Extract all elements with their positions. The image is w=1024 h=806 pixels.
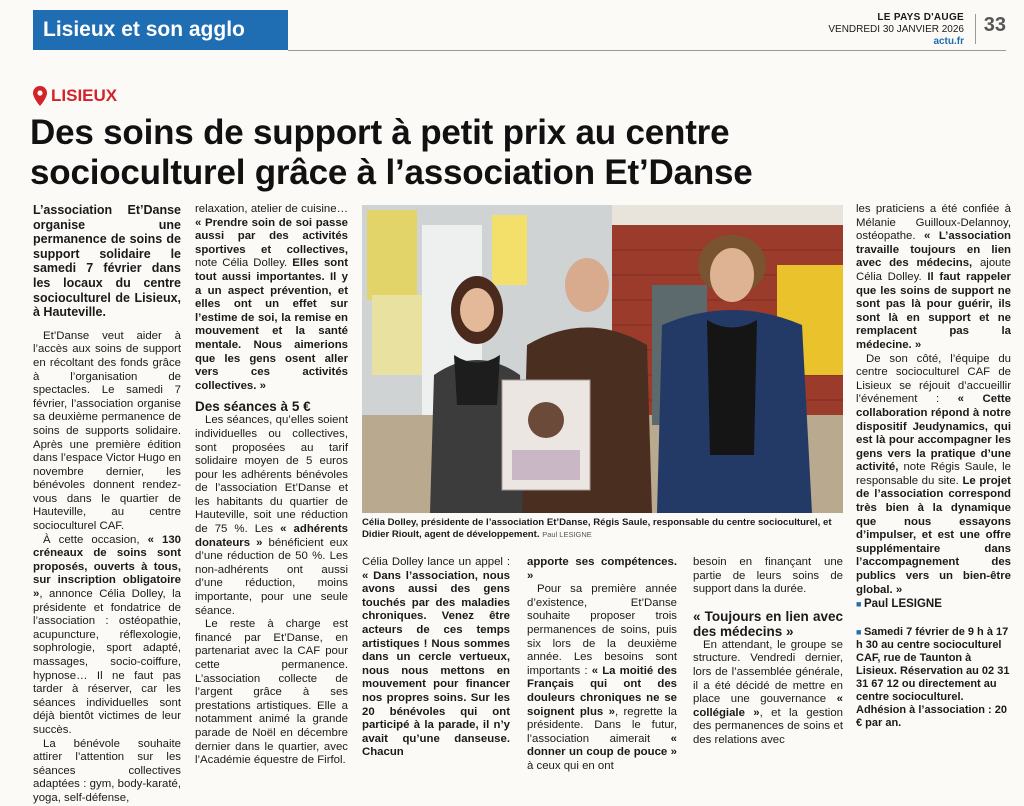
paragraph: apporte ses compétences. »: [527, 556, 677, 582]
masthead: [828, 12, 964, 48]
article-column-6: [856, 203, 1011, 597]
article-column-2: [195, 203, 348, 768]
article-column-5: [693, 556, 843, 748]
article-column-1: [33, 203, 181, 806]
paragraph: Le reste à charge est financé par Et’Danse, en partenariat avec la CAF pour cette permanence. L’association collecte de l’argent grâce à ses prestations artistiques. Elle a notamment animé la grande parade de Noël en décembre dernier dans le quartier, avec l’Académie équestre de Firfol.: [195, 618, 348, 767]
article-photo: [362, 205, 843, 513]
paragraph: À cette occasion, « 130 créneaux de soins sont proposés, ouverts à tous, sur inscription obligatoire », annonce Célia Dolley, la présidente et fondatrice de l’association : ostéopathie, acupuncture, réflexologie, sophrologie, sport adapté, massages, socio-coiffure, hypnose… Il ne faut pas tarder à réserver, car les séances individuelles sont déjà bientôt victimes de leur succès.: [33, 533, 181, 736]
info-text: Samedi 7 février de 9 h à 17 h 30 au centre socioculturel CAF, rue de Taunton à Lisieux. Réservation au 02 31 31 67 12 ou directement au centre socioculturel. Adhésion à l’association : 20 € par an.: [856, 626, 1010, 729]
subhead: « Toujours en lien avec des médecins »: [693, 608, 843, 639]
article-lead: L’association Et’Danse organise une permanence de soins de support solidaire le samedi 7 février dans les locaux du centre socioculturel de Lisieux, à Hauteville.: [33, 203, 181, 320]
bullet-square-icon: ■: [856, 627, 864, 637]
page-number: 33: [975, 14, 1006, 44]
caption-text: Célia Dolley, présidente de l’association Et’Danse, Régis Saule, responsable du centre socioculturel, et Didier Rioult, agent de développement.: [362, 517, 832, 540]
paragraph: relaxation, atelier de cuisine… « Prendre soin de soi passe aussi par des activités sportives et collectives, note Célia Dolley. Elles sont tout aussi importantes. Il y a un aspect prévention, et elles ont un effet sur l’estime de soi, la remise en mouvement et la santé mentale. Nous aimerions que les gens osent aller vers ces activités collectives. »: [195, 203, 349, 392]
paper-name: LE PAYS D'AUGE: [877, 12, 964, 23]
paragraph: Célia Dolley lance un appel : « Dans l’association, nous avons aussi des gens touchés par des maladies chroniques. Venez être acteurs de ces temps artistiques ! Nous sommes dans un cercle vertueux, nous nous mettons en mouvement pour financer nos propres soins. Sur les 20 bénévoles qui ont participé à la parade, il n’y avait qu’une danseuse. Chacun: [362, 556, 510, 759]
paragraph: En attendant, le groupe se structure. Vendredi dernier, lors de l’assemblée générale, il a été décidé de mettre en place une gouvernance « collégiale », et la gestion des permanences de soins et des relations avec: [693, 638, 843, 746]
article-column-3: [362, 556, 510, 760]
paragraph: Pour sa première année d’existence, Et’Danse souhaite proposer trois permanences de soins, puis six lors de la deuxième année. Les besoins sont importants : « La moitié des Français qui ont des douleurs chroniques ne se soignent plus », regrette la présidente. Dans le futur, l’association aimerait « donner un coup de pouce » à ceux qui en ont: [527, 583, 677, 772]
paragraph: les praticiens a été confiée à Mélanie Guilloux-Delannoy, ostéopathe. « L’association travaille toujours en lien avec des médecins, ajoute Célia Dolley. Il faut rappeler que les soins de support ne sont pas là pour guérir, ils sont là en support et ne remplacent pas la médecine. »: [856, 203, 1011, 351]
headline: Des soins de support à petit prix au centre socioculturel grâce à l’association Et’Danse: [30, 113, 753, 192]
section-tab: Lisieux et son agglo: [33, 10, 288, 50]
photo-illustration: [362, 205, 843, 513]
article-column-4: [527, 556, 677, 774]
paragraph: Et’Danse veut aider à l’accès aux soins de support en récoltant des fonds grâce à l’organisation de spectacles. Le samedi 7 février, l’association organise sa deuxième permanence de soins de supports solidaire. Après une première édition dans l’espace Victor Hugo en novembre dernier, les bénévoles donnent rendez-vous dans le quartier de Hauteville, au centre socioculturel CAF.: [33, 329, 181, 533]
photo-credit: Paul LESIGNE: [542, 530, 592, 539]
location-tag: [33, 86, 117, 106]
location-pin-icon: [33, 86, 47, 106]
photo-caption: [362, 517, 843, 541]
paragraph: Les séances, qu’elles soient individuelles ou collectives, sont proposées au tarif solidaire moyen de 5 euros pour les adhérents bénévoles de l’association Et’Danse et les habitants du quartier de Hauteville, soit une réduction de 75 %. Les « adhérents donateurs » bénéficient eux d’une réduction de 50 %. Les non-adhérents ont aussi d’une réduction, moins importante, pour une seule séance.: [195, 414, 349, 617]
location-city: LISIEUX: [51, 86, 118, 105]
practical-info: [856, 626, 1011, 730]
issue-date: VENDREDI 30 JANVIER 2026: [828, 24, 964, 35]
site-link[interactable]: actu.fr: [933, 36, 964, 47]
paragraph: De son côté, l’équipe du centre socioculturel CAF de Lisieux se réjouit d’accueillir l’événement : « Cette collaboration répond à notre dispositif Jeudynamics, qui est là pour accompagner les gens vers la pratique d’une activité, note Régis Saule, le responsable du site. Le projet de l’association correspond très bien à la dynamique que nous essayons d’impulser, et est une offre supplémentaire dans l’accompagnement des publics vers un bien-être global. »: [856, 352, 1012, 596]
paragraph: La bénévole souhaite attirer l’attention sur les séances collectives adaptées : gym, body-karaté, yoga, self-défense,: [33, 737, 181, 804]
header-rule: [288, 50, 1006, 51]
subhead: Des séances à 5 €: [195, 399, 311, 415]
author-signature: ■ Paul LESIGNE: [856, 598, 942, 610]
paragraph: besoin en finançant une partie de leurs soins de support dans la durée.: [693, 556, 843, 596]
